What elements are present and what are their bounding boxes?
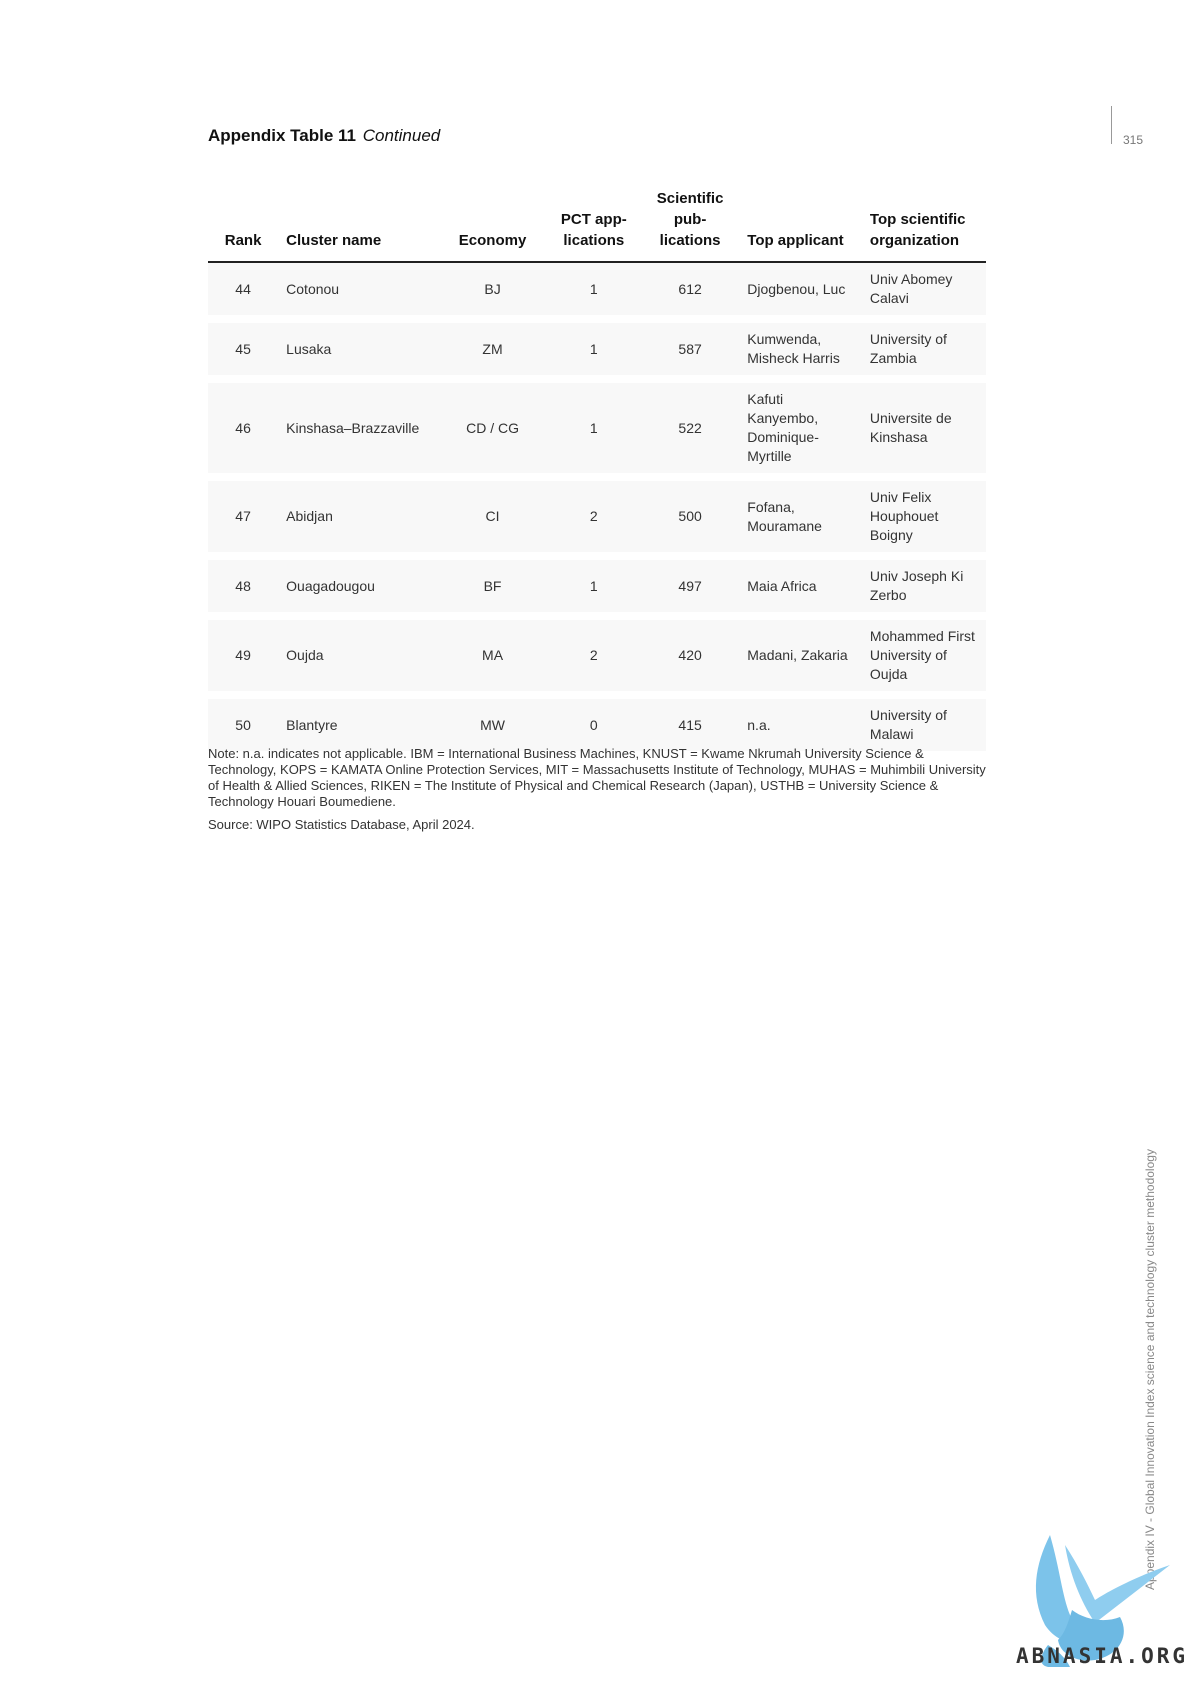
- cell-top-applicant: Fofana, Mouramane: [747, 498, 822, 534]
- cell-economy: MA: [482, 647, 504, 663]
- table-row: [208, 319, 986, 379]
- cell-pct: 2: [589, 508, 598, 524]
- cell-top-organization: Univ Felix Houphouet Boigny: [869, 489, 939, 543]
- header-cluster-name: Cluster name: [278, 182, 438, 262]
- cell-economy: MW: [480, 716, 505, 733]
- cell-rank: 47: [235, 508, 251, 524]
- cell-top-applicant: Kafuti Kanyembo, Dominique-Myrtille: [747, 391, 819, 464]
- cell-top-organization: Univ Abomey Calavi: [869, 271, 953, 306]
- cell-top-organization: University of Zambia: [869, 331, 947, 366]
- cell-rank: 50: [235, 716, 251, 733]
- cell-top-applicant: Maia Africa: [747, 577, 817, 594]
- cluster-table: [208, 182, 986, 759]
- table-source: Source: WIPO Statistics Database, April 2024.: [208, 817, 475, 832]
- cell-top-organization: Univ Joseph Ki Zerbo: [869, 568, 964, 603]
- cell-top-organization: Universite de Kinshasa: [869, 410, 952, 445]
- cell-rank: 46: [235, 419, 251, 436]
- cell-pct: 2: [589, 647, 598, 663]
- cell-top-applicant: Djogbenou, Luc: [747, 280, 846, 297]
- cell-cluster-name: Kinshasa–Brazzaville: [286, 419, 420, 436]
- header-top-scientific-organization: Top scientific organization: [862, 182, 986, 262]
- header-scientific-publications: Scientific pub- lications: [641, 182, 739, 262]
- cell-pct: 1: [589, 577, 598, 594]
- table-note: Note: n.a. indicates not applicable. IBM = International Business Machines, KNUST = Kwame Nkrumah University Science & Technology, KOPS = KAMATA Online Protection Services, MIT = Massachusetts Institute of Technology, MUHAS = Muhimbili University of Health & Allied Sciences, RIKEN = The Institute of Physical and Chemical Research (Japan), USTHB = University Science & Technology Houari Boumediene.: [208, 746, 986, 809]
- cell-rank: 45: [235, 340, 251, 357]
- cell-economy: CD / CG: [466, 419, 519, 436]
- cell-economy: BF: [483, 577, 502, 594]
- cell-scientific: 587: [678, 340, 702, 357]
- table-row: [208, 556, 986, 616]
- table-row: [208, 262, 986, 319]
- cell-economy: ZM: [482, 340, 503, 357]
- watermark-text: ABNASIA.ORG: [1016, 1644, 1189, 1668]
- cell-scientific: 612: [678, 280, 702, 297]
- table-header-row: [208, 182, 986, 262]
- title-bold: Appendix Table 11: [208, 126, 357, 145]
- page-number-rule: [1111, 106, 1112, 144]
- cell-cluster-name: Abidjan: [286, 508, 333, 524]
- cell-scientific: 522: [678, 419, 702, 436]
- header-rank: Rank: [208, 182, 278, 262]
- cell-cluster-name: Lusaka: [286, 340, 332, 357]
- cell-pct: 1: [589, 340, 598, 357]
- cell-scientific: 500: [678, 508, 702, 524]
- cell-cluster-name: Ouagadougou: [286, 577, 375, 594]
- title-continued: Continued: [362, 126, 441, 145]
- page-number: 315: [1123, 133, 1144, 147]
- header-pct-applications: PCT app- lications: [547, 182, 641, 262]
- cell-scientific: 415: [678, 716, 702, 733]
- cell-top-applicant: Kumwenda, Misheck Harris: [747, 331, 840, 366]
- cell-top-organization: University of Malawi: [869, 707, 947, 742]
- table-row: [208, 477, 986, 556]
- cell-top-applicant: Madani, Zakaria: [747, 647, 848, 663]
- cell-cluster-name: Cotonou: [286, 280, 340, 297]
- running-footer-vertical: Appendix IV - Global Innovation Index science and technology cluster methodology: [1143, 1149, 1157, 1590]
- table-row: [208, 379, 986, 477]
- cell-top-organization: Mohammed First University of Oujda: [869, 628, 975, 682]
- cell-rank: 48: [235, 577, 251, 594]
- cell-top-applicant: n.a.: [747, 716, 771, 733]
- cell-pct: 0: [589, 716, 598, 733]
- cell-economy: CI: [485, 508, 500, 524]
- table-row: [208, 616, 986, 695]
- cell-pct: 1: [589, 280, 598, 297]
- header-economy: Economy: [438, 182, 546, 262]
- cell-rank: 49: [235, 647, 251, 663]
- cell-scientific: 420: [678, 647, 702, 663]
- table-title: [208, 126, 440, 146]
- cell-cluster-name: Blantyre: [286, 716, 338, 733]
- cell-economy: BJ: [484, 280, 501, 297]
- cell-scientific: 497: [678, 577, 702, 594]
- cell-rank: 44: [235, 280, 251, 297]
- header-top-applicant: Top applicant: [739, 182, 862, 262]
- cell-pct: 1: [589, 419, 598, 436]
- cell-cluster-name: Oujda: [286, 647, 324, 663]
